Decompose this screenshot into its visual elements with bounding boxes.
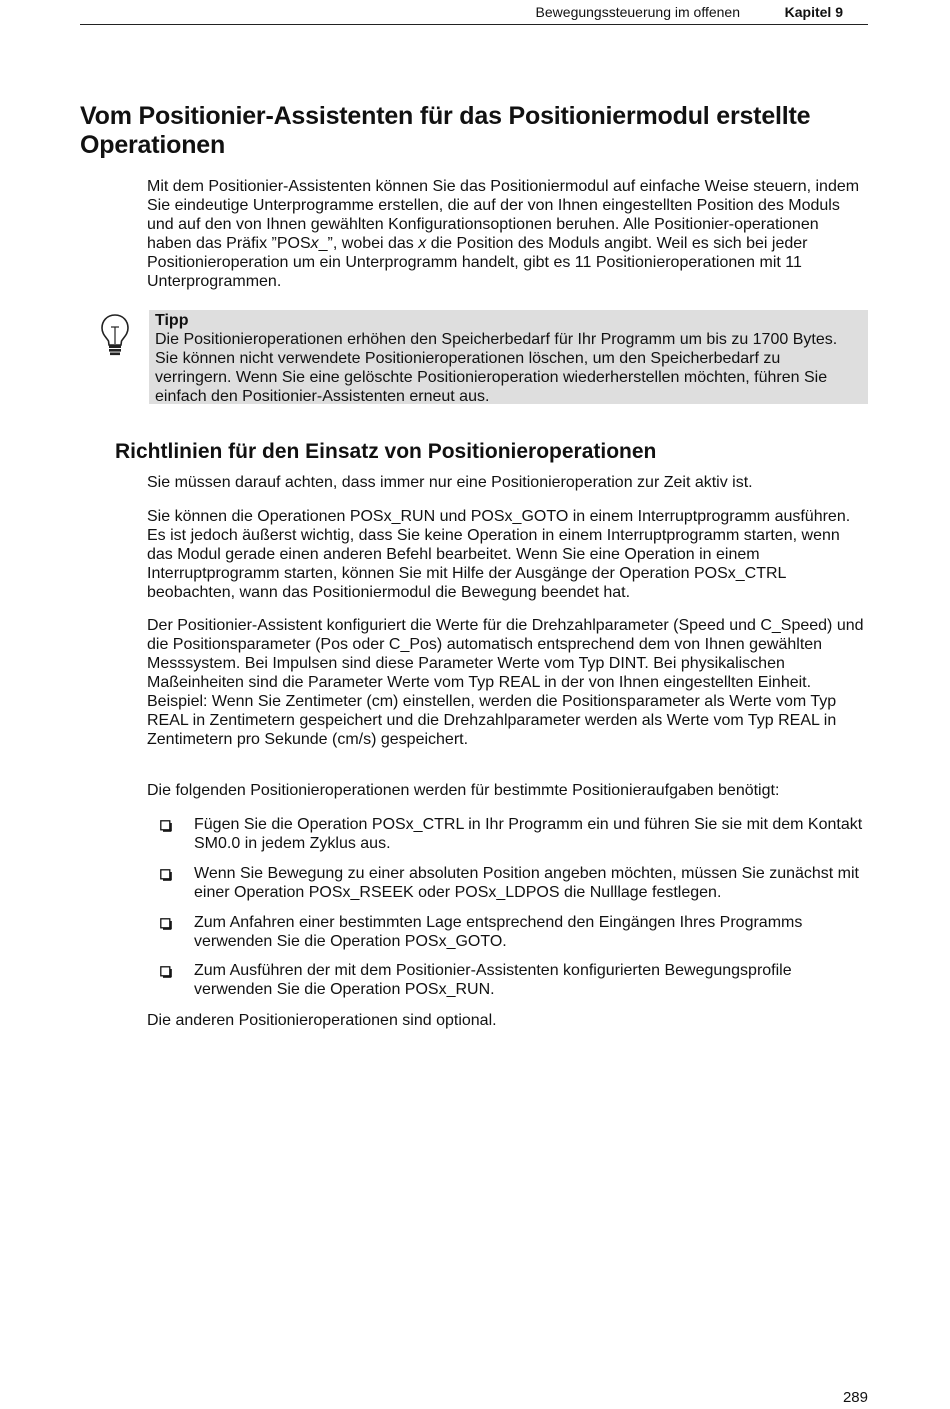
paragraph-4: Die folgenden Positionieroperationen werden für bestimmte Positionieraufgaben benötigt: <box>147 782 780 799</box>
page-number: 289 <box>842 1389 868 1406</box>
intro-text-3: die Position des Moduls angibt. Weil es sich bei jeder Positionieroperation um ein Unterprogramm handelt, gibt es 11 Positionieroperationen mit 11 Unterprogrammen. <box>147 235 808 290</box>
tip-text: Die Positionieroperationen erhöhen den Speicherbedarf für Ihr Programm um bis zu 1700 Bytes. Sie können nicht verwendete Positionieroperationen löschen, um den Speicherbedarf zu verringern. Wenn Sie eine gelöschte Positionieroperation wiederherstellen möchten, führen Sie einfach den Positionier-Assistenten erneut aus. <box>155 331 838 405</box>
paragraph-5: Die anderen Positionieroperationen sind optional. <box>147 1012 497 1029</box>
checkbox-bullet-icon <box>160 820 172 832</box>
checkbox-bullet-icon <box>160 966 172 978</box>
header-section-title: Bewegungssteuerung im offenen <box>535 4 740 20</box>
list-item: Zum Ausführen der mit dem Positionier-Assistenten konfigurierten Bewegungsprofile verwenden Sie die Operation POSx_RUN. <box>194 962 792 998</box>
intro-italic-1: x <box>310 235 319 252</box>
lightbulb-icon <box>100 313 130 357</box>
intro-italic-2: x <box>418 235 427 252</box>
section-heading: Richtlinien für den Einsatz von Positionieroperationen <box>115 440 657 463</box>
list-item: Fügen Sie die Operation POSx_CTRL in Ihr Programm ein und führen Sie sie mit dem Kontakt SM0.0 in jedem Zyklus aus. <box>194 816 863 852</box>
page-title: Vom Positionier-Assistenten für das Positioniermodul erstellte Operationen <box>80 102 811 159</box>
tip-title: Tipp <box>155 312 189 329</box>
checkbox-bullet-icon <box>160 869 172 881</box>
tip-box <box>149 310 868 404</box>
paragraph-2: Sie können die Operationen POSx_RUN und POSx_GOTO in einem Interruptprogramm ausführen. Es ist jedoch äußerst wichtig, dass Sie keine Operation in einem Interruptprogramm starten, wenn das Modul gerade einen anderen Befehl bearbeitet. Wenn Sie eine Operation in einem Interruptprogramm starten, können Sie mit Hilfe der Ausgänge der Operation POSx_CTRL beobachten, wann das Positioniermodul die Bewegung beendet hat. <box>147 508 851 601</box>
list-item: Wenn Sie Bewegung zu einer absoluten Position angeben möchten, müssen Sie zunächst mit einer Operation POSx_RSEEK oder POSx_LDPOS die Nulllage festlegen. <box>194 865 859 901</box>
intro-text-1: Mit dem Positionier-Assistenten können Sie das Positioniermodul auf einfache Weise steuern, indem Sie eindeutige Unterprogramme erstellen, die auf der von Ihnen eingestellten Position des Moduls und auf den von Ihnen gewählten Konfigurationsoptionen beruhen. Alle Positionier-operationen haben das Präfix ”POS <box>147 178 860 252</box>
intro-text-2: _”, wobei das <box>318 235 419 252</box>
paragraph-1: Sie müssen darauf achten, dass immer nur eine Positionieroperation zur Zeit aktiv ist. <box>147 474 753 491</box>
list-item: Zum Anfahren einer bestimmten Lage entsprechend den Eingängen Ihres Programms verwenden Sie die Operation POSx_GOTO. <box>194 914 803 950</box>
intro-paragraph <box>147 177 865 291</box>
header-chapter: Kapitel 9 <box>784 4 843 20</box>
paragraph-3: Der Positionier-Assistent konfiguriert die Werte für die Drehzahlparameter (Speed und C_Speed) und die Positionsparameter (Pos oder C_Pos) automatisch entsprechend dem von Ihnen gewählten Messsystem. Bei Impulsen sind diese Parameter Werte vom Typ DINT. Bei physikalischen Maßeinheiten sind die Parameter Werte vom Typ REAL in der von Ihnen eingestellten Einheit. Beispiel: Wenn Sie Zentimeter (cm) einstellen, werden die Positionsparameter als Werte vom Typ REAL in Zentimetern gespeichert und die Drehzahlparameter werden als Werte vom Typ REAL in Zentimetern pro Sekunde (cm/s) gespeichert. <box>147 617 864 748</box>
page-header <box>80 0 868 25</box>
checkbox-bullet-icon <box>160 918 172 930</box>
